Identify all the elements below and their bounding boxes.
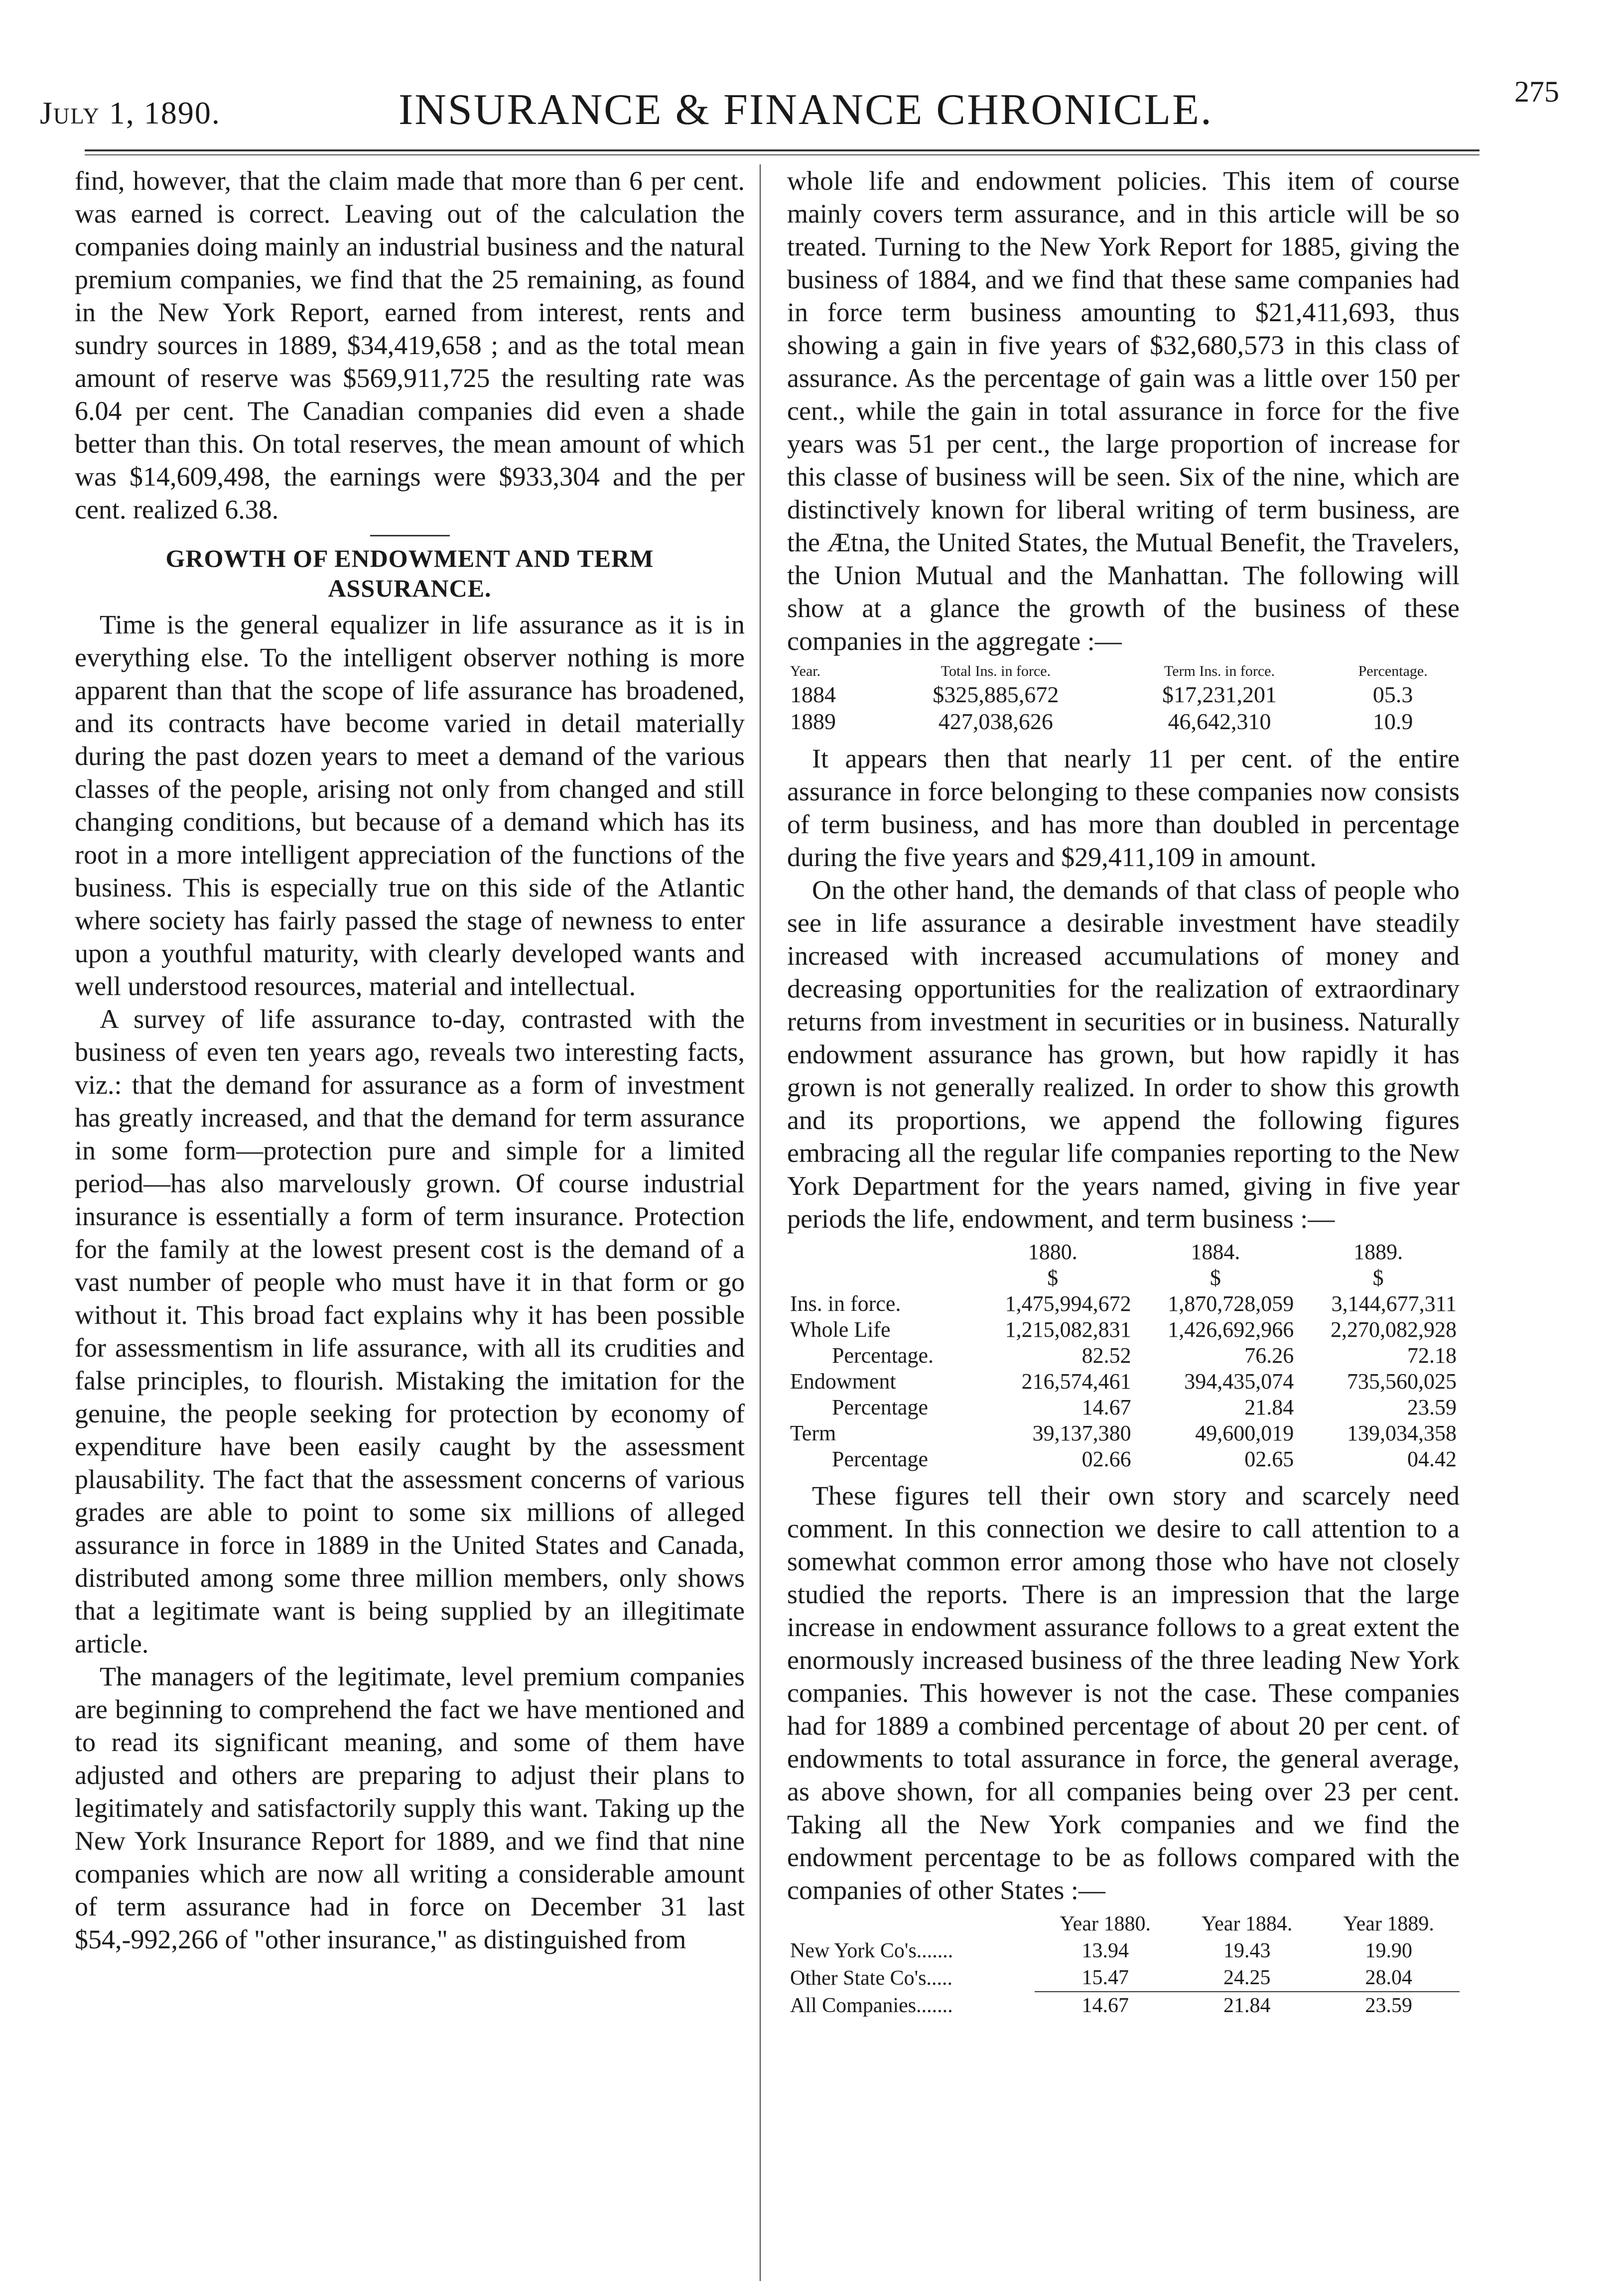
paragraph: On the other hand, the demands of that class of people who see in life assurance a desirable investment have steadily increased with increased accumulations of money and decreasing opportunities for the realization of extraordinary returns from investment in securities or in business. Naturally endowment assurance has grown, but how rapidly it has grown is not generally realized. In order to show this growth and its proportions, we append the following figures embracing all the regular life companies reporting to the New York Department for the years named, giving in five year periods the life, endowment, and term business :— (787, 875, 1460, 1234)
table-row (787, 1395, 1460, 1420)
paragraph: whole life and endowment policies. This item of course mainly covers term assurance, and in this article will be so treated. Turning to the New York Report for 1885, giving the business of 1884, and we find that these same companies had in force term business amounting to $21,411,693, thus showing a gain in five years of $32,680,573 in this class of assurance. As the percentage of gain was a little over 150 per cent., while the gain in total assurance in force for the five years was 51 per cent., the large proportion of increase for this classe of business will be seen. Six of the nine, which are distinctively known for liberal writing of term business, are the Ætna, the United States, the Mutual Benefit, the Travelers, the Union Mutual and the Manhattan. The following will show at a glance the growth of the business of these companies in the aggregate :— (787, 166, 1460, 656)
publication-title: INSURANCE & FINANCE CHRONICLE. (399, 86, 1213, 134)
table-row (787, 681, 1460, 708)
table-cell: 23.59 (1365, 1994, 1412, 2017)
column-divider (760, 164, 761, 2281)
paragraph: A survey of life assurance to-day, contrasted with the business of even ten years ago, reveals two interesting facts, viz.: that the demand for assurance as a form of investment has greatly increased, and that the demand for term assurance in some form—protection pure and simple for a limited period—has also marvelously grown. Of course industrial insurance is essentially a form of term insurance. Protection for the family at the lowest present cost is the demand of a vast number of people who must have it in that form or go without it. This broad fact explains why it has been possible for assessmentism in life assurance, with all its crudities and false principles, to flourish. Mistaking the imitation for the genuine, the people seeking for protection by economy of expenditure have been easily caught by the assessment plausability. The fact that the assessment concerns of various grades are able to point to some six millions of alleged assurance in force in 1889 in the United States and Canada, distributed among some three million members, only shows that a legitimate want is being supplied by an illegitimate article. (75, 1004, 745, 1658)
table-cell: 76.26 (1244, 1343, 1294, 1368)
left-column (75, 164, 745, 1956)
table-cell: 1,426,692,966 (1168, 1317, 1294, 1342)
table-header-row (787, 661, 1460, 681)
column-header: Year 1889. (1343, 1913, 1434, 1935)
table-cell: 10.9 (1372, 709, 1413, 734)
table-cell: 13.94 (1081, 1939, 1129, 1962)
table-cell: $325,885,672 (933, 682, 1059, 707)
row-label: Endowment (790, 1369, 896, 1394)
term-business-table (787, 661, 1460, 735)
column-header: 1880. (1028, 1240, 1077, 1264)
row-label: New York Co's....... (790, 1939, 953, 1962)
table-cell: 46,642,310 (1168, 709, 1271, 734)
table-cell: 427,038,626 (938, 709, 1053, 734)
table-cell: 2,270,082,928 (1331, 1317, 1457, 1342)
currency-symbol: $ (1372, 1266, 1384, 1290)
table-cell: 139,034,358 (1347, 1421, 1457, 1445)
table-cell: 72.18 (1407, 1343, 1457, 1368)
row-label: All Companies....... (790, 1994, 953, 2017)
row-label: Other State Co's..... (790, 1966, 953, 1990)
table-cell: 394,435,074 (1184, 1369, 1294, 1394)
table-header-row (787, 1911, 1460, 1937)
table-cell: 735,560,025 (1347, 1369, 1457, 1394)
table-cell: 1,870,728,059 (1168, 1291, 1294, 1316)
column-header: Total Ins. in force. (941, 663, 1051, 679)
table-cell: 15.47 (1035, 1964, 1176, 1992)
business-summary-table (787, 1239, 1460, 1472)
table-cell: 21.84 (1244, 1395, 1294, 1419)
table-cell: 39,137,380 (1032, 1421, 1131, 1445)
paragraph: These figures tell their own story and scarcely need comment. In this connection we desire to call attention to a somewhat common error among those who have not closely studied the reports. There is an impression that the large increase in endowment assurance follows to a great extent the enormously increased business of the three leading New York companies. This however is not the case. These companies had for 1889 a combined percentage of about 20 per cent. of endowments to total assurance in force, the general average, as above shown, for all companies being over 23 per cent. Taking all the New York companies and we find the endowment percentage to be as follows compared with the companies of other States :— (787, 1481, 1460, 1905)
header-rule (85, 149, 1479, 155)
heading-line: ASSURANCE. (328, 574, 492, 602)
table-cell: 49,600,019 (1195, 1421, 1294, 1445)
table-cell: 1884 (790, 682, 836, 707)
right-column (787, 164, 1460, 2026)
endowment-percentage-table (787, 1911, 1460, 2019)
table-row (787, 1343, 1460, 1369)
table-row (787, 1420, 1460, 1446)
table-cell: 1,215,082,831 (1005, 1317, 1131, 1342)
row-label: Percentage (832, 1447, 928, 1471)
table-cell: 23.59 (1407, 1395, 1457, 1419)
table-row (787, 1992, 1460, 2019)
table-cell: 02.65 (1244, 1447, 1294, 1471)
row-label-header (787, 1239, 971, 1265)
table-row (787, 1964, 1460, 1992)
table-row (787, 1446, 1460, 1472)
table-cell: $17,231,201 (1162, 682, 1277, 707)
currency-row (787, 1265, 1460, 1291)
row-label: Percentage. (832, 1343, 934, 1368)
table-row (787, 1317, 1460, 1343)
table-header-row (787, 1239, 1460, 1265)
paragraph: find, however, that the claim made that more than 6 per cent. was earned is correct. Leaving out of the calculation the companies doing mainly an industrial business and the natural premium companies, we find that the 25 remaining, as found in the New York Report, earned from interest, rents and sundry sources in 1889, $34,419,658 ; and as the total mean amount of reserve was $569,911,725 the resulting rate was 6.04 per cent. The Canadian companies did even a shade better than this. On total reserves, the mean amount of which was $14,609,498, the earnings were $933,304 and the per cent. realized 6.38. (75, 166, 745, 524)
table-cell: 1889 (790, 709, 836, 734)
table-row (787, 1369, 1460, 1395)
table-cell: 28.04 (1318, 1964, 1460, 1992)
issue-date: July 1, 1890. (40, 95, 221, 130)
table-row (787, 1937, 1460, 1964)
table-cell: 24.25 (1176, 1964, 1318, 1992)
row-label: Term (790, 1421, 836, 1445)
section-heading (75, 543, 745, 603)
heading-line: GROWTH OF ENDOWMENT AND TERM (165, 544, 654, 572)
table-cell: 02.66 (1081, 1447, 1131, 1471)
table-cell: 216,574,461 (1021, 1369, 1131, 1394)
table-cell: 19.43 (1223, 1939, 1271, 1962)
paragraph: Time is the general equalizer in life assurance as it is in everything else. To the intelligent observer nothing is more apparent than that the scope of life assurance has broadened, and its contracts have become varied in detail materially during the past dozen years to meet a demand of the various classes of the people, arising not only from changed and still changing conditions, but because of a demand which has its root in a more intelligent appreciation of the functions of the business. This is especially true on this side of the Atlantic where society has fairly passed the stage of newness to enter upon a youthful maturity, with clearly developed wants and well understood resources, material and intellectual. (75, 610, 745, 1001)
page-header (40, 75, 1559, 149)
column-header: Year 1880. (1060, 1913, 1151, 1935)
table-row (787, 1291, 1460, 1317)
column-header: 1884. (1191, 1240, 1240, 1264)
paragraph: The managers of the legitimate, level premium companies are beginning to comprehend the fact we have mentioned and to read its significant meaning, and some of them have adjusted and others are preparing to adjust their plans to legitimately and satisfactorily supply this want. Taking up the New York Insurance Report for 1889, and we find that nine companies which are now all writing a considerable amount of term assurance had in force on December 31 last $54,-992,266 of "other insurance," as distinguished from (75, 1661, 745, 1954)
row-label: Whole Life (790, 1317, 891, 1342)
currency-symbol: $ (1210, 1266, 1221, 1290)
table-cell: 05.3 (1372, 682, 1413, 707)
table-cell: 21.84 (1223, 1994, 1271, 2017)
table-row (787, 708, 1460, 735)
table-cell: 04.42 (1407, 1447, 1457, 1471)
page-number: 275 (1514, 75, 1559, 108)
paragraph: It appears then that nearly 11 per cent. of the entire assurance in force belonging to these companies now consists of term business, and has more than doubled in percentage during the five years and $29,411,109 in amount. (787, 744, 1460, 872)
column-header: Term Ins. in force. (1164, 663, 1275, 679)
table-cell: 82.52 (1081, 1343, 1131, 1368)
column-header: Year. (790, 663, 821, 679)
table-cell: 14.67 (1081, 1395, 1131, 1419)
table-cell: 1,475,994,672 (1005, 1291, 1131, 1316)
row-label-header (787, 1911, 1035, 1937)
currency-symbol: $ (1047, 1266, 1059, 1290)
row-label: Percentage (832, 1395, 928, 1419)
row-label: Ins. in force. (790, 1291, 901, 1316)
column-header: 1889. (1353, 1240, 1403, 1264)
table-cell: 14.67 (1081, 1994, 1129, 2017)
column-header: Year 1884. (1202, 1913, 1293, 1935)
table-cell: 3,144,677,311 (1331, 1291, 1457, 1316)
section-divider (370, 535, 450, 536)
column-header: Percentage. (1358, 663, 1428, 679)
table-cell: 19.90 (1365, 1939, 1412, 1962)
